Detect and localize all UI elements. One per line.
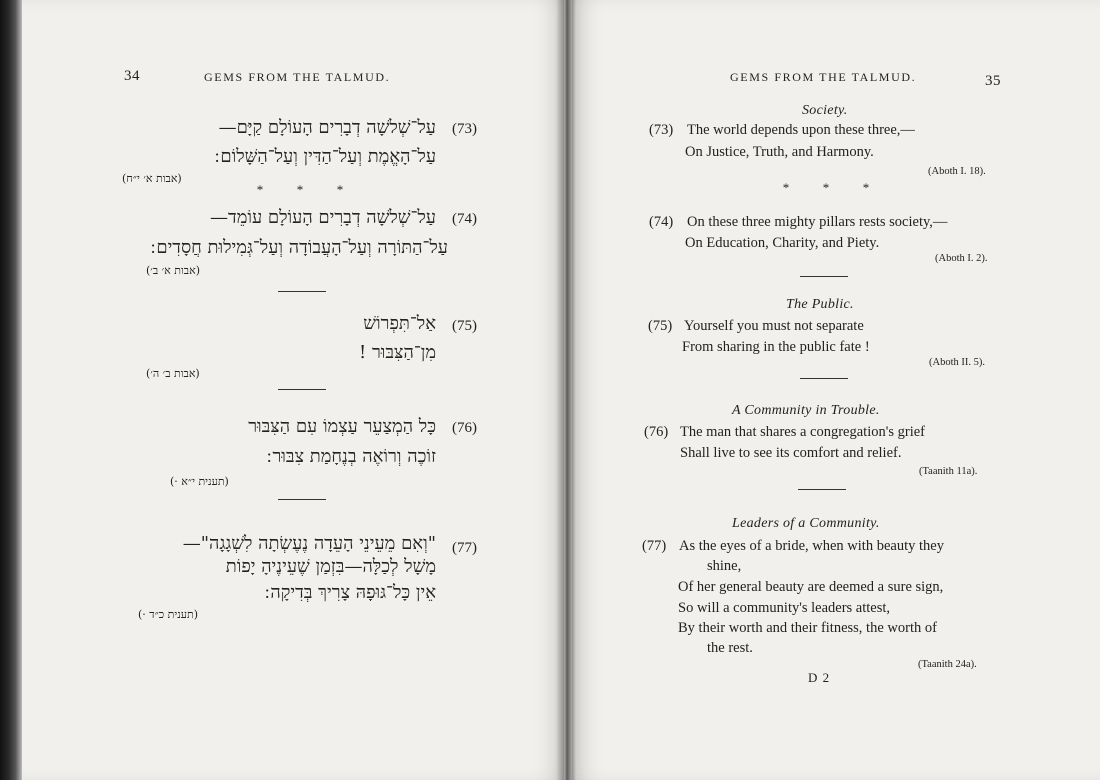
entry-number: (75): [648, 318, 673, 334]
entry-number: (73): [649, 122, 674, 138]
section-rule: [278, 291, 326, 292]
section-rule: [800, 378, 848, 379]
verse-line: The world depends upon these three,—: [687, 122, 915, 138]
hebrew-source: (אבות ב׳ ה׳): [146, 367, 200, 380]
stars-divider: * * *: [256, 182, 344, 197]
verse-line: On Education, Charity, and Piety.: [685, 235, 880, 251]
entry-number: (77): [452, 540, 477, 556]
verse-line: By their worth and their fitness, the worth of: [678, 620, 937, 636]
hebrew-line: מִן־הַצִּבּוּר !: [358, 342, 436, 363]
hebrew-line: כָּל הַמְצַעֵר עַצְמוֹ עִם הַצִּבּוּר: [248, 416, 436, 437]
entry-number: (74): [649, 214, 674, 230]
hebrew-source: (אבות א׳ י״ח): [122, 172, 182, 185]
hebrew-source: (אבות א׳ ב׳): [146, 264, 200, 277]
entry-number: (73): [452, 121, 477, 137]
hebrew-line: עַל־הָאֱמֶת וְעַל־הַדִּין וְעַל־הַשָּׁלוֹם ׃: [214, 146, 436, 167]
book-gutter: [556, 0, 576, 780]
verse-line: On Justice, Truth, and Harmony.: [685, 144, 874, 160]
verse-line: shine,: [707, 558, 742, 574]
hebrew-line: עַל־שְׁלשָׁה דְבָרִים הָעוֹלָם קַיָּם—: [218, 117, 436, 138]
verse-line: So will a community's leaders attest,: [678, 600, 891, 616]
source-citation: (Aboth I. 2).: [935, 253, 988, 264]
verse-line: Yourself you must not separate: [684, 318, 864, 334]
section-title: Leaders of a Community.: [732, 516, 880, 531]
entry-number: (77): [642, 538, 667, 554]
hebrew-line: זוֹכֶה וְרוֹאֶה בְנֶחָמַת צִבּוּר ׃: [266, 446, 436, 467]
right-running-head: GEMS FROM THE TALMUD.: [730, 70, 917, 84]
source-citation: (Taanith 11a).: [919, 466, 978, 477]
entry-number: (76): [644, 424, 669, 440]
section-rule: [278, 389, 326, 390]
left-folio: 34: [124, 68, 140, 84]
hebrew-line: עַל־הַתּוֹרָה וְעַל־הָעֲבוֹדָה וְעַל־גְּמִילוּת חֲסָדִים ׃: [150, 237, 448, 258]
stars-divider: * * *: [782, 180, 870, 195]
section-title: The Public.: [786, 297, 854, 312]
signature-mark: D 2: [808, 670, 831, 685]
verse-line: Of her general beauty are deemed a sure sign,: [678, 579, 944, 595]
entry-number: (74): [452, 211, 477, 227]
book-edge: [0, 0, 22, 780]
hebrew-line: אֵין כָּל־גּוּפָהּ צָרִיךְ בְּדִיקָה ׃: [264, 582, 436, 603]
section-title: A Community in Trouble.: [732, 403, 880, 418]
verse-line: On these three mighty pillars rests society,—: [687, 214, 948, 230]
entry-number: (76): [452, 420, 477, 436]
right-page: [572, 0, 1100, 780]
left-page: [22, 0, 564, 780]
hebrew-line: "וְאִם מֵעֵינֵי הָעֵדָה נֶעֶשְׂתָה לִשְׁגָגָה"—: [182, 533, 436, 554]
entry-number: (75): [452, 318, 477, 334]
source-citation: (Taanith 24a).: [918, 659, 977, 670]
section-rule: [798, 489, 846, 490]
right-folio: 35: [985, 73, 1001, 89]
hebrew-line: מָשָׁל לְכַלָּה—בִּזְמַן שֶׁעֵינֶיהָ יָפוֹת: [225, 556, 436, 577]
verse-line: the rest.: [707, 640, 753, 656]
hebrew-line: אַל־תִּפְרוֹשׁ: [363, 313, 436, 334]
section-rule: [800, 276, 848, 277]
left-running-head: GEMS FROM THE TALMUD.: [204, 70, 391, 84]
verse-line: The man that shares a congregation's grief: [680, 424, 925, 440]
hebrew-source: (תענית י״א ·): [170, 475, 229, 488]
verse-line: As the eyes of a bride, when with beauty they: [679, 538, 944, 554]
source-citation: (Aboth II. 5).: [929, 357, 985, 368]
section-rule: [278, 499, 326, 500]
section-title: Society.: [802, 103, 848, 118]
verse-line: Shall live to see its comfort and relief.: [680, 445, 902, 461]
hebrew-line: עַל־שְׁלשָׁה דְבָרִים הָעוֹלָם עוֹמֵד—: [210, 207, 436, 228]
hebrew-source: (תענית כ״ד ·): [138, 608, 199, 621]
verse-line: From sharing in the public fate !: [682, 339, 870, 355]
source-citation: (Aboth I. 18).: [928, 166, 986, 177]
